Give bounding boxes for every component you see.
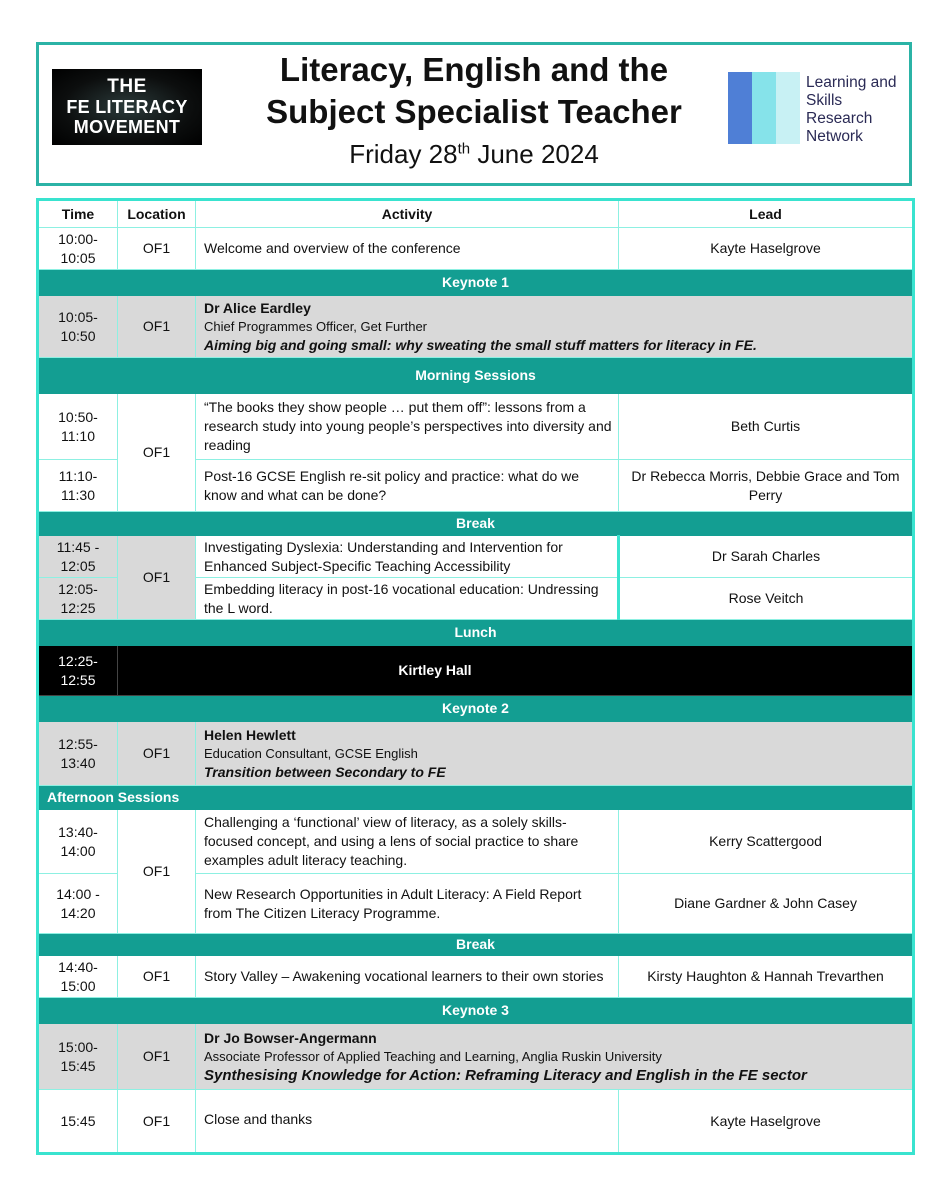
session-time: 12:25- 12:55	[38, 646, 118, 696]
session-location: OF1	[118, 810, 196, 934]
keynote-speaker: Dr Alice Eardley	[204, 299, 311, 316]
session-time: 14:40- 15:00	[38, 956, 118, 998]
section-label: Afternoon Sessions	[38, 786, 914, 810]
section-band	[38, 512, 914, 536]
keynote-row	[38, 1024, 914, 1090]
keynote-talk: Aiming big and going small: why sweating the small stuff matters for literacy in FE.	[204, 336, 757, 353]
session-location: OF1	[118, 1024, 196, 1090]
table-row	[38, 1090, 914, 1154]
section-label: Morning Sessions	[38, 358, 914, 394]
session-time: 10:50- 11:10	[38, 394, 118, 460]
session-location: OF1	[118, 394, 196, 512]
keynote-talk	[204, 1066, 906, 1085]
date-suffix: th	[457, 140, 471, 158]
page-title	[229, 49, 719, 171]
table-row	[38, 810, 914, 874]
event-date	[229, 137, 719, 171]
session-location: OF1	[118, 228, 196, 270]
keynote-details	[196, 296, 914, 358]
session-activity: Investigating Dyslexia: Understanding and Intervention for Enhanced Subject-Specific Teaching Accessibility	[196, 536, 619, 578]
table-row	[38, 228, 914, 270]
session-activity: Welcome and overview of the conference	[196, 228, 619, 270]
keynote-details	[196, 1024, 914, 1090]
session-location: OF1	[118, 722, 196, 786]
session-lead: Kirsty Haughton & Hannah Trevarthen	[619, 956, 914, 998]
session-lead: Dr Rebecca Morris, Debbie Grace and Tom Perry	[619, 460, 914, 512]
column-header-lead: Lead	[619, 200, 914, 228]
table-header-row	[38, 200, 914, 228]
session-time: 10:05- 10:50	[38, 296, 118, 358]
section-band	[38, 786, 914, 810]
lunch-venue: Kirtley Hall	[118, 646, 914, 696]
session-time: 12:05- 12:25	[38, 578, 118, 620]
session-lead: Beth Curtis	[619, 394, 914, 460]
session-location: OF1	[118, 536, 196, 620]
session-activity: “The books they show people … put them off”: lessons from a research study into young people’s perspectives into diversity and reading	[196, 394, 619, 460]
title-line-2: Subject Specialist Teacher	[266, 93, 682, 130]
section-band	[38, 934, 914, 956]
table-row	[38, 394, 914, 460]
section-band	[38, 998, 914, 1024]
table-row	[38, 956, 914, 998]
keynote-row	[38, 296, 914, 358]
keynote-role: Education Consultant, GCSE English	[204, 745, 418, 761]
section-band	[38, 696, 914, 722]
session-time: 14:00 - 14:20	[38, 874, 118, 934]
lsrn-line: Network	[806, 128, 863, 145]
session-activity: Close and thanks	[196, 1090, 619, 1154]
section-label: Lunch	[38, 620, 914, 646]
column-header-time: Time	[38, 200, 118, 228]
section-label: Keynote 1	[38, 270, 914, 296]
keynote-speaker: Helen Hewlett	[204, 726, 296, 743]
section-band	[38, 270, 914, 296]
logo-bar	[728, 72, 752, 144]
keynote-role: Associate Professor of Applied Teaching and Learning, Anglia Ruskin University	[204, 1048, 662, 1064]
section-label: Break	[38, 934, 914, 956]
keynote-details	[196, 722, 914, 786]
session-time: 12:55- 13:40	[38, 722, 118, 786]
session-activity: Post-16 GCSE English re-sit policy and practice: what do we know and what can be done?	[196, 460, 619, 512]
column-header-location: Location	[118, 200, 196, 228]
session-time: 15:00- 15:45	[38, 1024, 118, 1090]
session-location: OF1	[118, 956, 196, 998]
session-lead: Rose Veitch	[619, 578, 914, 620]
session-time: 13:40- 14:00	[38, 810, 118, 874]
section-band	[38, 358, 914, 394]
lsrn-logo	[728, 72, 908, 144]
session-activity: Embedding literacy in post-16 vocational education: Undressing the L word.	[196, 578, 619, 620]
section-label: Keynote 3	[38, 998, 914, 1024]
session-time: 10:00- 10:05	[38, 228, 118, 270]
session-lead: Diane Gardner & John Casey	[619, 874, 914, 934]
session-activity: New Research Opportunities in Adult Literacy: A Field Report from The Citizen Literacy Programme.	[196, 874, 619, 934]
lsrn-line: Learning and	[806, 74, 897, 91]
logo-line: THE	[107, 76, 147, 97]
keynote-talk-title: Synthesising Knowledge for Action	[204, 1066, 456, 1084]
lsrn-logo-text	[806, 74, 897, 146]
lsrn-line: Research	[806, 110, 873, 127]
schedule-table	[36, 198, 915, 1155]
date-prefix: Friday 28	[349, 139, 458, 169]
logo-bar	[776, 72, 800, 144]
table-row	[38, 536, 914, 578]
date-rest: June 2024	[477, 139, 599, 169]
logo-line: FE LITERACY	[66, 97, 188, 117]
keynote-talk: Transition between Secondary to FE	[204, 763, 446, 780]
title-line-1: Literacy, English and the	[279, 51, 669, 88]
fe-literacy-movement-logo	[52, 69, 202, 145]
session-location: OF1	[118, 1090, 196, 1154]
keynote-talk-subtitle: : Reframing Literacy and English in the FE sector	[455, 1066, 807, 1084]
keynote-row	[38, 722, 914, 786]
lunch-row	[38, 646, 914, 696]
logo-line: MOVEMENT	[73, 117, 181, 137]
session-lead: Kerry Scattergood	[619, 810, 914, 874]
column-header-activity: Activity	[196, 200, 619, 228]
logo-bar	[752, 72, 776, 144]
session-activity: Story Valley – Awakening vocational learners to their own stories	[196, 956, 619, 998]
session-time: 11:45 - 12:05	[38, 536, 118, 578]
session-time: 11:10- 11:30	[38, 460, 118, 512]
session-activity: Challenging a ‘functional’ view of literacy, as a solely skills-focused concept, and using a lens of social practice to share examples adult literacy teaching.	[196, 810, 619, 874]
section-band	[38, 620, 914, 646]
session-lead: Kayte Haselgrove	[619, 1090, 914, 1154]
section-label: Keynote 2	[38, 696, 914, 722]
session-lead: Kayte Haselgrove	[619, 228, 914, 270]
session-lead: Dr Sarah Charles	[619, 536, 914, 578]
keynote-role: Chief Programmes Officer, Get Further	[204, 318, 427, 334]
keynote-speaker: Dr Jo Bowser-Angermann	[204, 1029, 377, 1046]
section-label: Break	[38, 512, 914, 536]
lsrn-line: Skills	[806, 92, 843, 109]
lsrn-logo-bars	[728, 72, 800, 144]
session-time: 15:45	[38, 1090, 118, 1154]
header-box	[36, 42, 912, 186]
session-location: OF1	[118, 296, 196, 358]
